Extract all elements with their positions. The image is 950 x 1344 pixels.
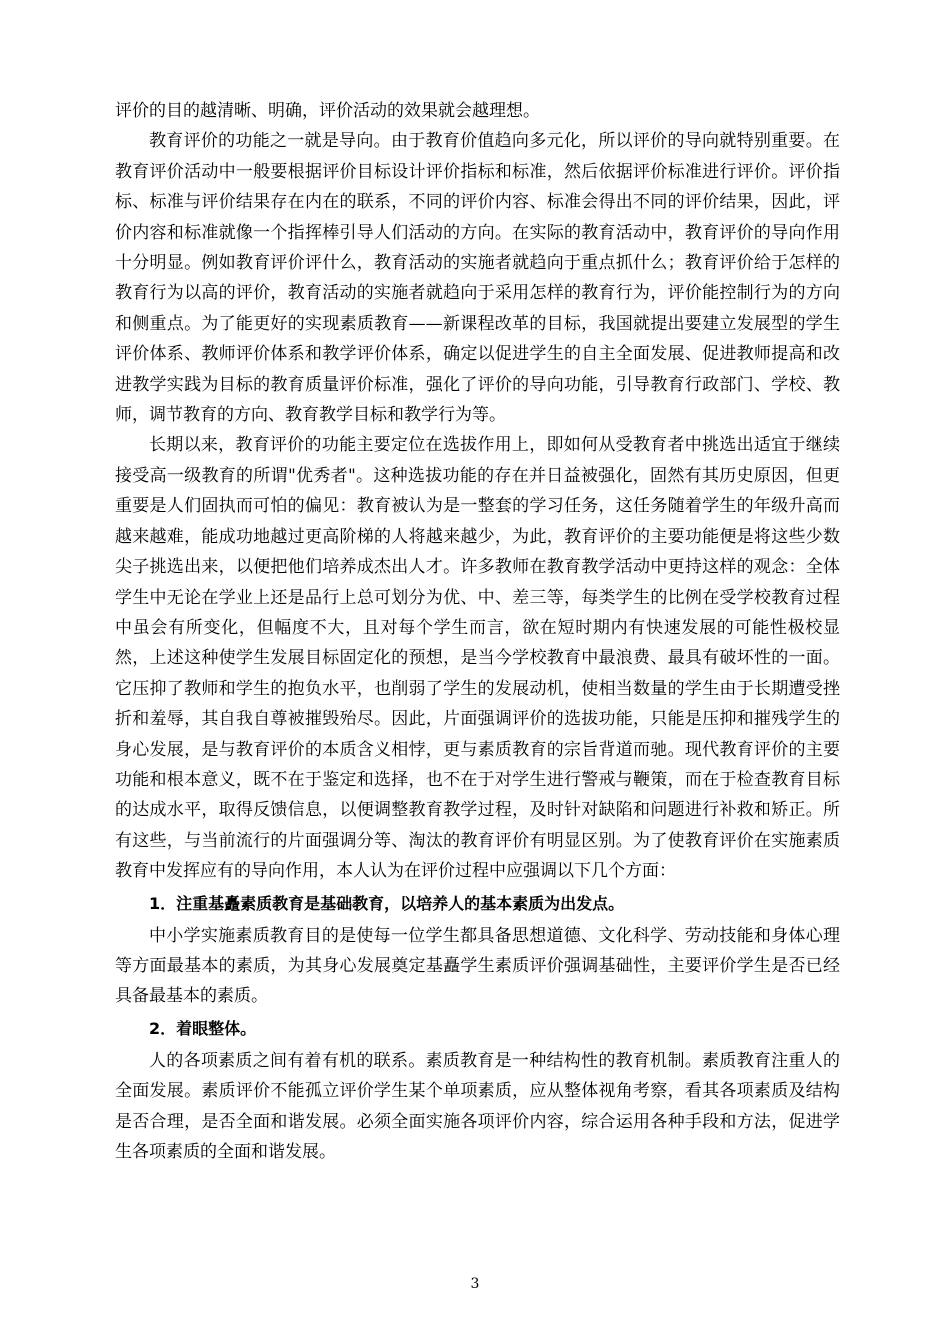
paragraph-basic-quality: 中小学实施素质教育目的是使每一位学生都具备思想道德、文化科学、劳动技能和身体心理等方面最基本的素质，为其身心发展奠定基矗学生素质评价强调基础性，主要评价学生是否已经具备最基本的素质。 — [115, 925, 840, 1007]
section-heading-1: 1．注重基矗素质教育是基础教育，以培养人的基本素质为出发点。 — [149, 893, 625, 913]
paragraph-selection-function: 长期以来，教育评价的功能主要定位在选拔作用上，即如何从受教育者中挑选出适宜于继续接受高一级教育的所谓"优秀者"。这种选拔功能的存在并日益被强化，固然有其历史原因，但更重要是人们固执而可怕的偏见：教育被认为是一整套的学习任务，这任务随着学生的年级升高而越来越难，能成功地越过更高阶梯的人将越来越少，为此，教育评价的主要功能便是将这些少数尖子挑选出来，以便把他们培养成杰出人才。许多教师在教育教学活动中更持这样的观念：全体学生中无论在学业上还是品行上总可划分为优、中、差三等，每类学生的比例在受学校教育过程中虽会有所变化，但幅度不大，且对每个学生而言，欲在短时期内有快速发展的可能性极校显然，上述这种使学生发展目标固定化的预想，是当今学校教育中最浪费、最具有破坏性的一面。它压抑了教师和学生的抱负水平，也削弱了学生的发展动机，使相当数量的学生由于长期遭受挫折和羞辱，其自我自尊被摧毁殆尽。因此，片面强调评价的选拔功能，只能是压抑和摧残学生的身心发展，是与教育评价的本质含义相悖，更与素质教育的宗旨背道而驰。现代教育评价的主要功能和根本意义，既不在于鉴定和选择，也不在于对学生进行警戒与鞭策，而在于检查教育目标的达成水平，取得反馈信息，以便调整教育教学过程，及时针对缺陷和问题进行补救和矫正。所有这些，与当前流行的片面强调分等、淘汰的教育评价有明显区别。为了使教育评价在实施素质教育中发挥应有的导向作用，本人认为在评价过程中应强调以下几个方面： — [115, 435, 840, 882]
paragraph-guidance-function: 教育评价的功能之一就是导向。由于教育价值趋向多元化，所以评价的导向就特别重要。在教育评价活动中一般要根据评价目标设计评价指标和标准，然后依据评价标准进行评价。评价指标、标准与评价结果存在内在的联系，不同的评价内容、标准会得出不同的评价结果，因此，评价内容和标准就像一个指挥棒引导人们活动的方向。在实际的教育活动中，教育评价的导向作用十分明显。例如教育评价评什么，教育活动的实施者就趋向于重点抓什么；教育评价给于怎样的教育行为以高的评价，教育活动的实施者就趋向于采用怎样的教育行为，评价能控制行为的方向和侧重点。为了能更好的实现素质教育——新课程改革的目标，我国就提出要建立发展型的学生评价体系、教师评价体系和教学评价体系，确定以促进学生的自主全面发展、促进教师提高和改进教学实践为目标的教育质量评价标准，强化了评价的导向功能，引导教育行政部门、学校、教师，调节教育的方向、教育教学目标和教学行为等。 — [115, 131, 840, 426]
document-body — [115, 96, 840, 1167]
page-number: 3 — [470, 1276, 480, 1292]
paragraph-continuation: 评价的目的越清晰、明确，评价活动的效果就会越理想。 — [115, 101, 540, 121]
section-heading-2: 2．着眼整体。 — [149, 1018, 257, 1038]
paragraph-overall-view: 人的各项素质之间有着有机的联系。素质教育是一种结构性的教育机制。素质教育注重人的全面发展。素质评价不能孤立评价学生某个单项素质，应从整体视角考察，看其各项素质及结构是否合理，是否全面和谐发展。必须全面实施各项评价内容，综合运用各种手段和方法，促进学生各项素质的全面和谐发展。 — [115, 1050, 840, 1162]
